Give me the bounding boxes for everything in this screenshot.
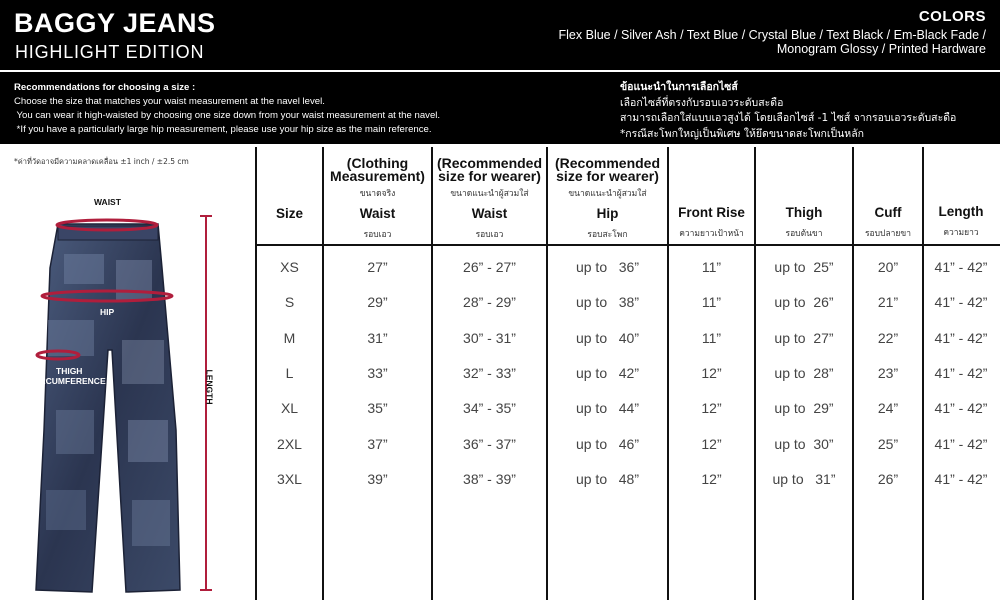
cell-thigh: up to 29” xyxy=(774,400,834,417)
recommendation-th-line: สามารถเลือกใส่แบบเอวสูงได้ โดยเลือกไซส์ -1 ไซส์ จากรอบเอวระดับสะดือ xyxy=(620,112,957,124)
cell-clothing-waist: 29” xyxy=(367,294,388,311)
cell-thigh: up to 26” xyxy=(774,294,834,311)
header-recommended-hip xyxy=(548,157,667,241)
header-thai-note: ขนาดจริง xyxy=(359,189,396,199)
header-label: Thigh xyxy=(785,205,823,220)
cell-length: 41” - 42” xyxy=(934,470,988,487)
cell-cuff: 25” xyxy=(877,435,899,452)
recommendation-en-line: Choose the size that matches your waist measurement at the navel level. xyxy=(14,96,325,107)
header-label: Hip xyxy=(596,206,619,221)
length-label: LENGTH xyxy=(204,369,215,405)
header-front-rise xyxy=(669,199,754,240)
cell-front-rise: 11” xyxy=(701,294,722,311)
cell-front-rise: 12” xyxy=(701,435,722,452)
cell-clothing-waist: 39” xyxy=(367,470,388,487)
hip-label: HIP xyxy=(100,307,115,317)
header-bar xyxy=(0,0,1000,70)
header-clothing-waist xyxy=(324,157,431,241)
header-cuff xyxy=(854,199,922,240)
cell-front-rise: 12” xyxy=(701,470,722,487)
cell-front-rise: 11” xyxy=(701,259,722,275)
cell-front-rise: 12” xyxy=(701,400,722,417)
cell-recommended-hip: up to 42” xyxy=(575,364,640,381)
header-label: Cuff xyxy=(874,205,902,220)
cell-length: 41” - 42” xyxy=(934,435,988,452)
header-label: Waist xyxy=(359,206,396,221)
recommendation-th-line: *กรณีสะโพกใหญ่เป็นพิเศษ ให้ยึดขนาดสะโพกเป็นหลัก xyxy=(620,127,865,140)
cell-size: XL xyxy=(280,400,299,417)
cell-clothing-waist: 33” xyxy=(367,364,388,381)
cell-size: 3XL xyxy=(277,470,302,487)
cell-recommended-waist: 28” - 29” xyxy=(463,294,516,311)
colors-heading: COLORS xyxy=(918,8,986,25)
cell-recommended-hip: up to 44” xyxy=(575,400,640,417)
cell-thigh: up to 31” xyxy=(772,470,836,487)
cell-cuff: 24” xyxy=(877,400,899,417)
header-label: Front Rise xyxy=(678,205,745,220)
product-subtitle: HIGHLIGHT EDITION xyxy=(15,42,205,62)
cell-length: 41” - 42” xyxy=(934,364,988,381)
cell-recommended-waist: 34” - 35” xyxy=(463,400,516,417)
cell-thigh: up to 30” xyxy=(774,435,834,452)
header-qualifier: (Recommended size for wearer) xyxy=(554,155,661,184)
cell-thigh: up to 25” xyxy=(774,259,834,275)
header-size xyxy=(257,200,322,221)
header-thai-label: รอบปลายขา xyxy=(864,229,911,239)
header-label: Waist xyxy=(471,206,508,221)
header-length xyxy=(924,198,998,239)
cell-length: 41” - 42” xyxy=(934,400,988,417)
print-patch xyxy=(116,260,152,300)
header-thai-note: ขนาดแนะนำผู้สวมใส่ xyxy=(450,189,529,199)
recommendation-en-line: *If you have a particularly large hip measurement, please use your hip size as the main reference. xyxy=(14,124,432,135)
header-thai-label: ความยาว xyxy=(943,228,979,238)
header-thai-label: ความยาวเป้าหน้า xyxy=(679,229,744,239)
header-thai-label: รอบเอว xyxy=(363,230,392,240)
cell-recommended-hip: up to 48” xyxy=(575,470,640,487)
cell-length: 41” - 42” xyxy=(934,294,988,311)
header-thigh xyxy=(756,199,852,240)
cell-recommended-waist: 30” - 31” xyxy=(463,329,516,346)
recommendation-th-line: เลือกไซส์ที่ตรงกับรอบเอวระดับสะดือ xyxy=(620,96,784,109)
cell-recommended-waist: 36” - 37” xyxy=(463,435,516,452)
print-patch xyxy=(46,490,86,530)
cell-length: 41” - 42” xyxy=(934,329,988,346)
cell-recommended-hip: up to 36” xyxy=(575,259,640,275)
header-thai-label: รอบสะโพก xyxy=(587,230,628,240)
recommendations-thai xyxy=(620,80,956,142)
cell-clothing-waist: 31” xyxy=(367,329,388,346)
thigh-label: THIGH xyxy=(56,366,83,376)
header-label: Length xyxy=(938,204,984,219)
cell-size: 2XL xyxy=(277,435,302,452)
header-thai-label: รอบเอว xyxy=(475,230,504,240)
header-recommended-waist xyxy=(433,157,546,241)
cell-clothing-waist: 27” xyxy=(367,259,388,275)
cell-cuff: 20” xyxy=(877,259,899,275)
recommendations-en-title: Recommendations for choosing a size : xyxy=(14,82,196,93)
cell-thigh: up to 28” xyxy=(774,364,834,381)
print-patch xyxy=(128,420,168,462)
jeans-illustration xyxy=(0,150,250,600)
cell-recommended-hip: up to 40” xyxy=(575,329,640,346)
cell-front-rise: 11” xyxy=(701,329,722,346)
cell-recommended-hip: up to 38” xyxy=(575,294,640,311)
cell-size: M xyxy=(283,329,296,346)
tolerance-note: *ค่าที่วัดอาจมีความคลาดเคลื่อน ±1 inch / ±2.5 cm xyxy=(14,157,189,166)
cell-size: L xyxy=(285,364,294,381)
cell-size: XS xyxy=(280,259,299,275)
cell-cuff: 21” xyxy=(877,294,899,311)
cell-recommended-waist: 32” - 33” xyxy=(463,364,516,381)
header-qualifier: (Clothing Measurement) xyxy=(330,155,425,184)
header-label: Size xyxy=(275,206,303,221)
print-patch xyxy=(64,254,104,284)
cell-clothing-waist: 35” xyxy=(367,400,388,417)
header-qualifier: (Recommended size for wearer) xyxy=(436,155,543,184)
print-patch xyxy=(56,410,94,454)
waist-label: WAIST xyxy=(94,197,121,207)
print-patch xyxy=(132,500,170,546)
header-thai-note: ขนาดแนะนำผู้สวมใส่ xyxy=(568,189,647,199)
product-title: BAGGY JEANS xyxy=(14,8,216,38)
cell-cuff: 22” xyxy=(877,329,899,346)
cell-size: S xyxy=(284,294,295,311)
cell-recommended-waist: 38” - 39” xyxy=(463,470,516,487)
cell-recommended-hip: up to 46” xyxy=(575,435,640,452)
circumference-label: CIRCUMFERENCE xyxy=(31,376,106,386)
recommendations-th-title: ข้อแนะนำในการเลือกไซส์ xyxy=(620,81,738,93)
cell-cuff: 26” xyxy=(877,470,899,487)
cell-front-rise: 12” xyxy=(701,364,722,381)
cell-clothing-waist: 37” xyxy=(367,435,388,452)
colors-list: Flex Blue / Silver Ash / Text Blue / Crystal Blue / Text Black / Em-Black Fade / Monogram Glossy / Printed Hardware xyxy=(558,28,986,56)
header-divider xyxy=(256,244,1000,246)
cell-cuff: 23” xyxy=(877,364,899,381)
print-patch xyxy=(122,340,164,384)
cell-length: 41” - 42” xyxy=(934,259,988,275)
recommendation-en-line: You can wear it high-waisted by choosing one size down from your waist measurement at the navel. xyxy=(14,110,441,121)
header-thai-label: รอบต้นขา xyxy=(785,229,823,239)
recommendations-english xyxy=(14,81,440,137)
recommendations-bar xyxy=(0,72,1000,144)
cell-thigh: up to 27” xyxy=(774,329,834,346)
cell-recommended-waist: 26” - 27” xyxy=(463,259,516,275)
